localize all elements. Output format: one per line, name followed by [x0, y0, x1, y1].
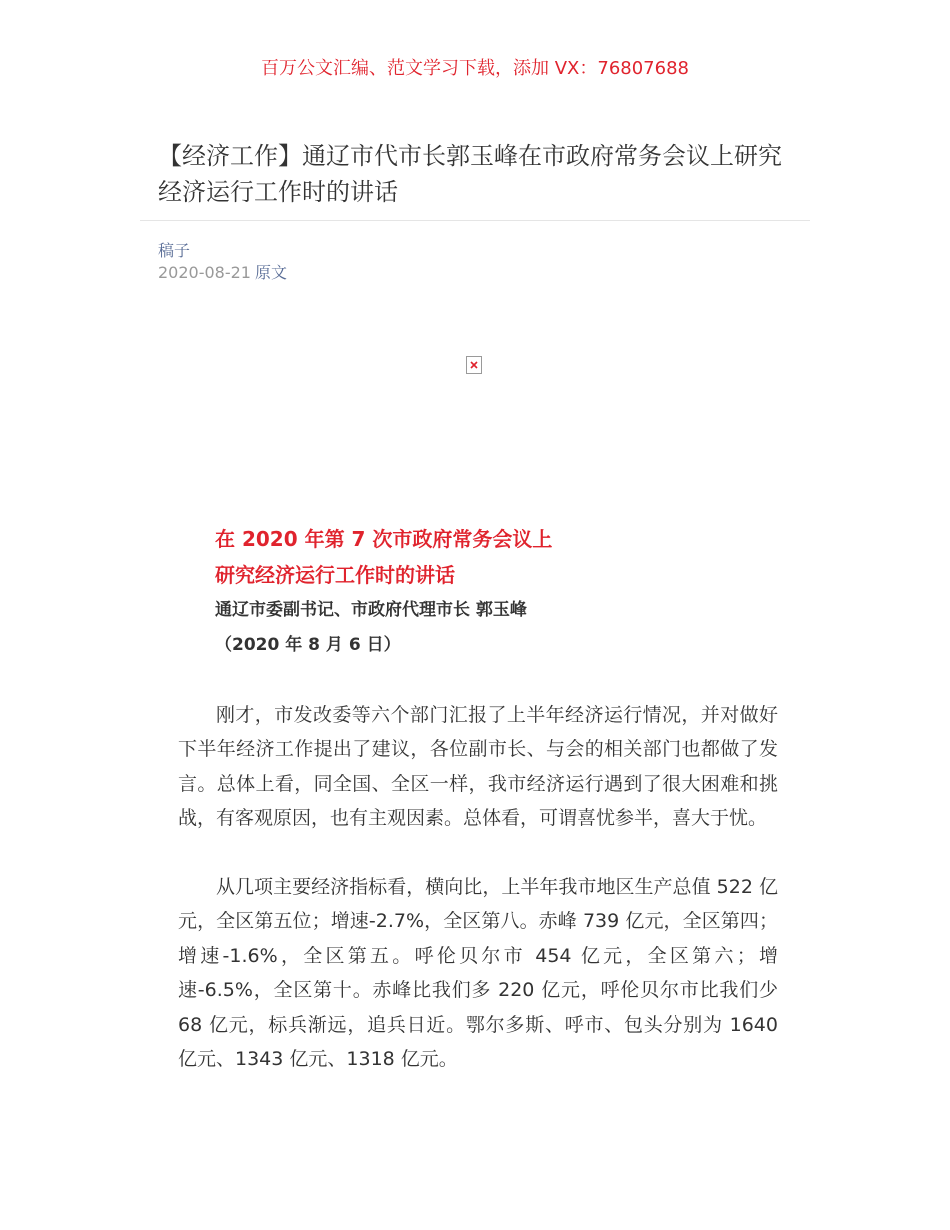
speech-speaker: 通辽市委副书记、市政府代理市长 郭玉峰 — [215, 600, 527, 620]
publish-date: 2020-08-21 — [158, 263, 251, 282]
promo-banner: 百万公文汇编、范文学习下载，添加 VX：76807688 — [261, 58, 689, 79]
author-link[interactable]: 稿子 — [158, 241, 191, 260]
body-paragraph-1: 刚才，市发改委等六个部门汇报了上半年经济运行情况，并对做好下半年经济工作提出了建议，各位副市长、与会的相关部门也都做了发言。总体上看，同全国、全区一样，我市经济运行遇到了很大困难和挑战，有客观原因，也有主观因素。总体看，可谓喜忧参半，喜大于忧。 — [178, 704, 778, 830]
title-divider — [140, 220, 810, 221]
speech-heading-line1: 在 2020 年第 7 次市政府常务会议上 — [215, 527, 553, 551]
broken-image-icon — [466, 356, 482, 374]
article-title: 【经济工作】通辽市代市长郭玉峰在市政府常务会议上研究经济运行工作时的讲话 — [158, 142, 782, 206]
speech-date: （2020 年 8 月 6 日） — [215, 635, 401, 655]
close-icon — [470, 361, 478, 369]
speech-heading-line2: 研究经济运行工作时的讲话 — [215, 563, 455, 587]
body-paragraph-2: 从几项主要经济指标看，横向比，上半年我市地区生产总值 522 亿元，全区第五位；增速-2.7%，全区第八。赤峰 739 亿元，全区第四；增速-1.6%，全区第五。呼伦贝尔市 454 亿元，全区第六；增速-6.5%，全区第十。赤峰比我们多 220 亿元，呼伦贝尔市比我们少 68 亿元，标兵渐远，追兵日近。鄂尔多斯、呼市、包头分别为 1640 亿元、1343 亿元、1318 亿元。 — [178, 876, 778, 1071]
article-meta — [158, 262, 287, 284]
source-link[interactable]: 原文 — [254, 263, 287, 282]
